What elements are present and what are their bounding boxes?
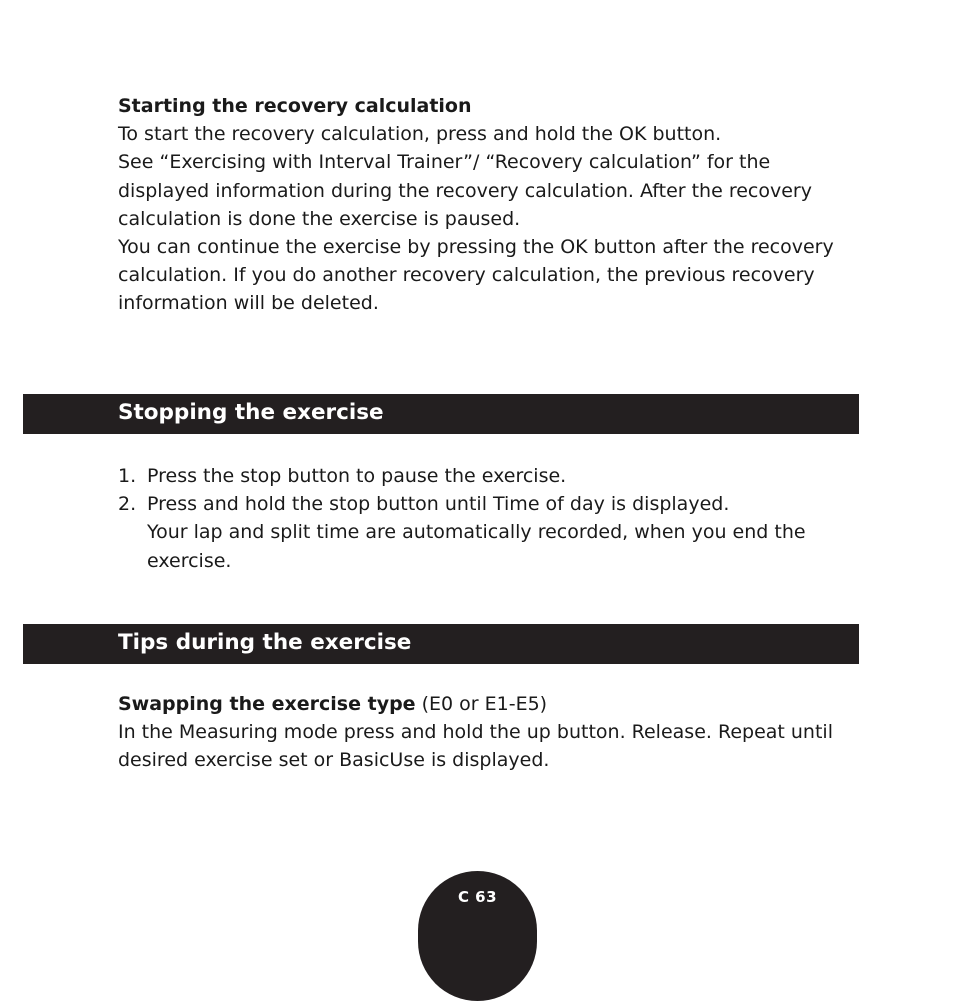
recovery-line: calculation is done the exercise is paused.	[118, 207, 521, 230]
swap-note: (E0 or E1-E5)	[415, 693, 548, 715]
page-number: C 63	[457, 888, 498, 906]
list-item	[118, 490, 868, 575]
step-number: 2.	[118, 493, 137, 516]
step-text: exercise.	[147, 549, 232, 572]
recovery-line: To start the recovery calculation, press and hold the OK button.	[118, 123, 722, 146]
tips-section	[118, 690, 868, 775]
step-text: Press the stop button to pause the exercise.	[147, 465, 567, 487]
section-bar-stopping	[23, 394, 859, 434]
tips-line: desired exercise set or BasicUse is displayed.	[118, 749, 550, 772]
recovery-line: calculation. If you do another recovery calculation, the previous recovery	[118, 264, 815, 287]
page-number-badge	[418, 871, 537, 1001]
tips-line: In the Measuring mode press and hold the up button. Release. Repeat until	[118, 721, 833, 744]
section-title-stopping: Stopping the exercise	[118, 400, 384, 425]
stopping-section	[118, 462, 868, 575]
recovery-line: information will be deleted.	[118, 292, 379, 315]
section-title-tips: Tips during the exercise	[118, 630, 412, 655]
step-text: Your lap and split time are automatically recorded, when you end the	[147, 521, 806, 544]
recovery-line: You can continue the exercise by pressing the OK button after the recovery	[118, 236, 834, 259]
stopping-steps-list	[118, 462, 868, 575]
recovery-line: displayed information during the recovery calculation. After the recovery	[118, 179, 812, 202]
swap-heading: Swapping the exercise type	[118, 693, 416, 715]
recovery-line: See “Exercising with Interval Trainer”/ “Recovery calculation” for the	[118, 151, 771, 174]
recovery-heading: Starting the recovery calculation	[118, 95, 472, 117]
section-bar-tips	[23, 624, 859, 664]
step-number: 1.	[118, 465, 137, 487]
swap-heading-line	[118, 690, 868, 718]
list-item	[118, 462, 868, 490]
recovery-section	[118, 92, 868, 318]
step-text: Press and hold the stop button until Time of day is displayed.	[147, 493, 730, 516]
